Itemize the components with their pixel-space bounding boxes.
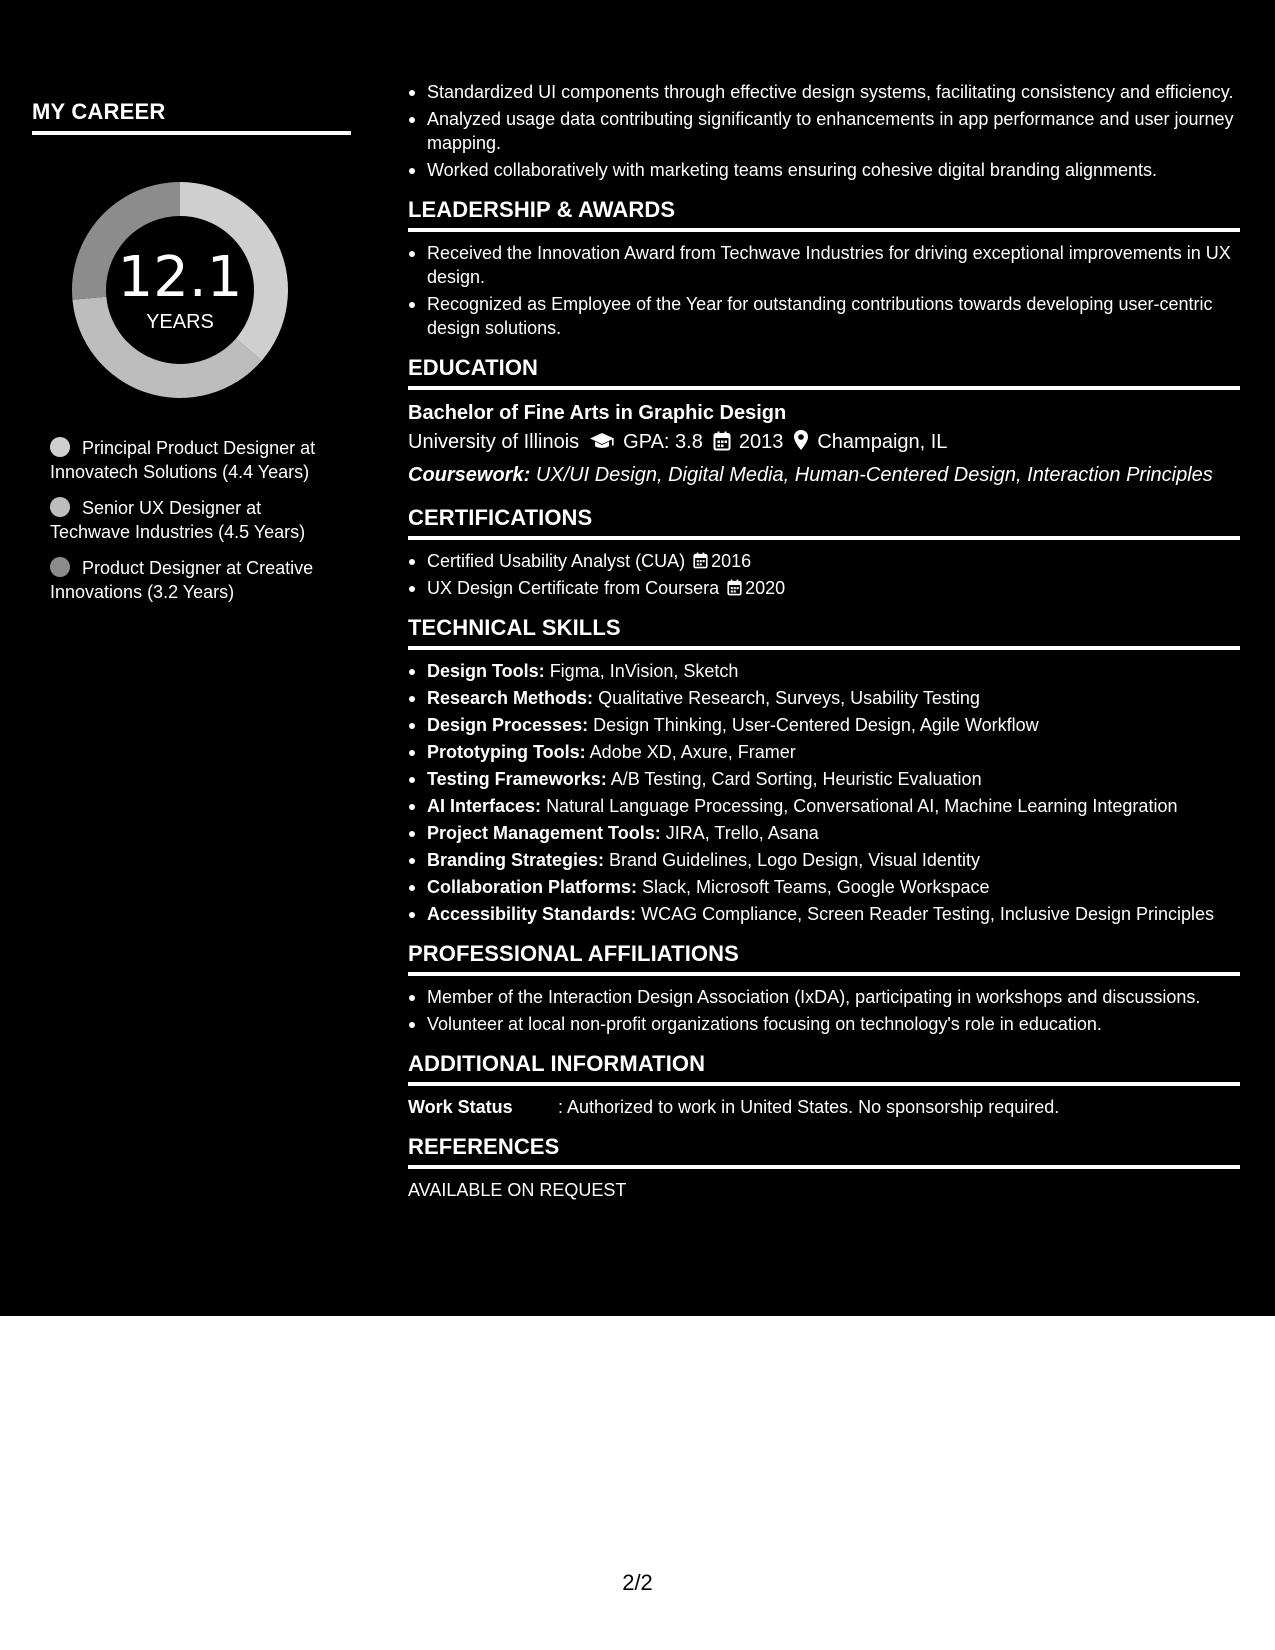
skill-value: Design Thinking, User-Centered Design, Agile Workflow bbox=[593, 715, 1039, 735]
skills-title: TECHNICAL SKILLS bbox=[408, 615, 621, 640]
education-location: Champaign, IL bbox=[817, 431, 948, 453]
skill-item bbox=[408, 821, 1240, 845]
affiliations-section bbox=[408, 940, 1240, 1036]
skill-item bbox=[408, 794, 1240, 818]
legend-dot-icon bbox=[50, 557, 70, 577]
career-legend-item bbox=[50, 436, 340, 484]
education-coursework bbox=[408, 460, 1240, 490]
skill-label: AI Interfaces: bbox=[427, 796, 542, 816]
skills-section bbox=[408, 614, 1240, 926]
legend-dot-icon bbox=[50, 497, 70, 517]
certification-year: 2020 bbox=[745, 578, 786, 598]
skill-label: Design Tools: bbox=[427, 661, 545, 681]
references-text: AVAILABLE ON REQUEST bbox=[408, 1180, 627, 1200]
certification-date bbox=[727, 576, 785, 600]
section-rule bbox=[408, 1165, 1240, 1169]
affiliations-title: PROFESSIONAL AFFILIATIONS bbox=[408, 941, 739, 966]
section-rule bbox=[408, 228, 1240, 232]
experience-bullet: Analyzed usage data contributing significantly to enhancements in app performance and user journey mapping. bbox=[408, 107, 1240, 155]
section-rule bbox=[408, 1082, 1240, 1086]
career-title: MY CAREER bbox=[32, 99, 166, 124]
career-title-rule bbox=[32, 131, 351, 135]
certification-item bbox=[408, 549, 1240, 573]
career-legend-label: Product Designer at Creative Innovations (3.2 Years) bbox=[50, 558, 314, 602]
coursework-label: Coursework: bbox=[408, 464, 531, 486]
affiliations-list bbox=[408, 985, 1240, 1036]
skill-label: Testing Frameworks: bbox=[427, 769, 607, 789]
graduation-cap-icon bbox=[589, 430, 615, 460]
skill-label: Accessibility Standards: bbox=[427, 904, 637, 924]
skill-value: Qualitative Research, Surveys, Usability Testing bbox=[598, 688, 980, 708]
certification-date bbox=[693, 549, 751, 573]
skill-item bbox=[408, 875, 1240, 899]
leadership-title: LEADERSHIP & AWARDS bbox=[408, 197, 676, 222]
additional-section bbox=[408, 1050, 1240, 1119]
skill-item bbox=[408, 659, 1240, 683]
education-gpa: GPA: 3.8 bbox=[623, 431, 703, 453]
page-number: 2/2 bbox=[622, 1570, 653, 1595]
leadership-section bbox=[408, 196, 1240, 340]
skill-value: Adobe XD, Axure, Framer bbox=[589, 742, 796, 762]
career-sidebar bbox=[32, 98, 352, 602]
map-pin-icon bbox=[793, 429, 809, 460]
career-legend bbox=[50, 436, 340, 616]
section-rule bbox=[408, 972, 1240, 976]
skill-label: Prototyping Tools: bbox=[427, 742, 586, 762]
education-title: EDUCATION bbox=[408, 355, 539, 380]
main-content bbox=[408, 80, 1240, 1202]
skill-value: Figma, InVision, Sketch bbox=[549, 661, 739, 681]
career-legend-label: Senior UX Designer at Techwave Industries (4.5 Years) bbox=[50, 498, 306, 542]
certifications-section bbox=[408, 504, 1240, 600]
leadership-list bbox=[408, 241, 1240, 340]
certification-year: 2016 bbox=[711, 551, 752, 571]
affiliation-item: Volunteer at local non-profit organizations focusing on technology's role in education. bbox=[408, 1012, 1240, 1036]
experience-bullet: Standardized UI components through effective design systems, facilitating consistency and efficiency. bbox=[408, 80, 1240, 104]
skill-item bbox=[408, 902, 1240, 926]
work-status-label: Work Status bbox=[408, 1097, 513, 1117]
section-rule bbox=[408, 386, 1240, 390]
leadership-item: Recognized as Employee of the Year for outstanding contributions towards developing user-centric design solutions. bbox=[408, 292, 1240, 340]
calendar-icon bbox=[693, 552, 708, 569]
skill-item bbox=[408, 740, 1240, 764]
legend-dot-icon bbox=[50, 437, 70, 457]
affiliation-item: Member of the Interaction Design Association (IxDA), participating in workshops and discussions. bbox=[408, 985, 1240, 1009]
donut-total-value: 12.1 bbox=[117, 245, 243, 310]
certification-item bbox=[408, 576, 1240, 600]
skill-value: A/B Testing, Card Sorting, Heuristic Evaluation bbox=[610, 769, 982, 789]
certifications-title: CERTIFICATIONS bbox=[408, 505, 593, 530]
skill-value: WCAG Compliance, Screen Reader Testing, Inclusive Design Principles bbox=[641, 904, 1215, 924]
skills-list bbox=[408, 659, 1240, 926]
references-title: REFERENCES bbox=[408, 1134, 560, 1159]
calendar-icon bbox=[713, 430, 731, 460]
skill-item bbox=[408, 686, 1240, 710]
calendar-icon bbox=[727, 579, 742, 596]
skill-label: Branding Strategies: bbox=[427, 850, 605, 870]
career-legend-item bbox=[50, 496, 340, 544]
career-legend-label: Principal Product Designer at Innovatech Solutions (4.4 Years) bbox=[50, 438, 316, 482]
skill-item bbox=[408, 767, 1240, 791]
education-year: 2013 bbox=[738, 431, 784, 453]
donut-total-unit: YEARS bbox=[146, 311, 214, 333]
education-school: University of Illinois bbox=[408, 431, 580, 453]
career-donut-chart bbox=[66, 176, 294, 404]
skill-value: JIRA, Trello, Asana bbox=[665, 823, 819, 843]
certification-name: Certified Usability Analyst (CUA) bbox=[427, 551, 686, 571]
skill-label: Research Methods: bbox=[427, 688, 594, 708]
skill-label: Project Management Tools: bbox=[427, 823, 661, 843]
experience-bullets bbox=[408, 80, 1240, 182]
skill-value: Slack, Microsoft Teams, Google Workspace bbox=[642, 877, 990, 897]
skill-value: Natural Language Processing, Conversational AI, Machine Learning Integration bbox=[546, 796, 1178, 816]
experience-bullet: Worked collaboratively with marketing teams ensuring cohesive digital branding alignments. bbox=[408, 158, 1240, 182]
skill-item bbox=[408, 713, 1240, 737]
skill-value: Brand Guidelines, Logo Design, Visual Identity bbox=[609, 850, 980, 870]
work-status-value: : Authorized to work in United States. No sponsorship required. bbox=[558, 1097, 1060, 1117]
coursework-value: UX/UI Design, Digital Media, Human-Centered Design, Interaction Principles bbox=[535, 464, 1213, 486]
certifications-list bbox=[408, 549, 1240, 600]
skill-label: Collaboration Platforms: bbox=[427, 877, 638, 897]
education-section bbox=[408, 354, 1240, 490]
skill-item bbox=[408, 848, 1240, 872]
references-section bbox=[408, 1133, 1240, 1202]
education-degree: Bachelor of Fine Arts in Graphic Design bbox=[408, 402, 787, 424]
certification-name: UX Design Certificate from Coursera bbox=[427, 578, 720, 598]
education-details bbox=[408, 427, 1240, 460]
skill-label: Design Processes: bbox=[427, 715, 589, 735]
section-rule bbox=[408, 646, 1240, 650]
work-status-row bbox=[408, 1095, 1240, 1119]
donut-center bbox=[66, 176, 294, 404]
career-legend-item bbox=[50, 556, 340, 604]
section-rule bbox=[408, 536, 1240, 540]
leadership-item: Received the Innovation Award from Techwave Industries for driving exceptional improvements in UX design. bbox=[408, 241, 1240, 289]
additional-title: ADDITIONAL INFORMATION bbox=[408, 1051, 706, 1076]
